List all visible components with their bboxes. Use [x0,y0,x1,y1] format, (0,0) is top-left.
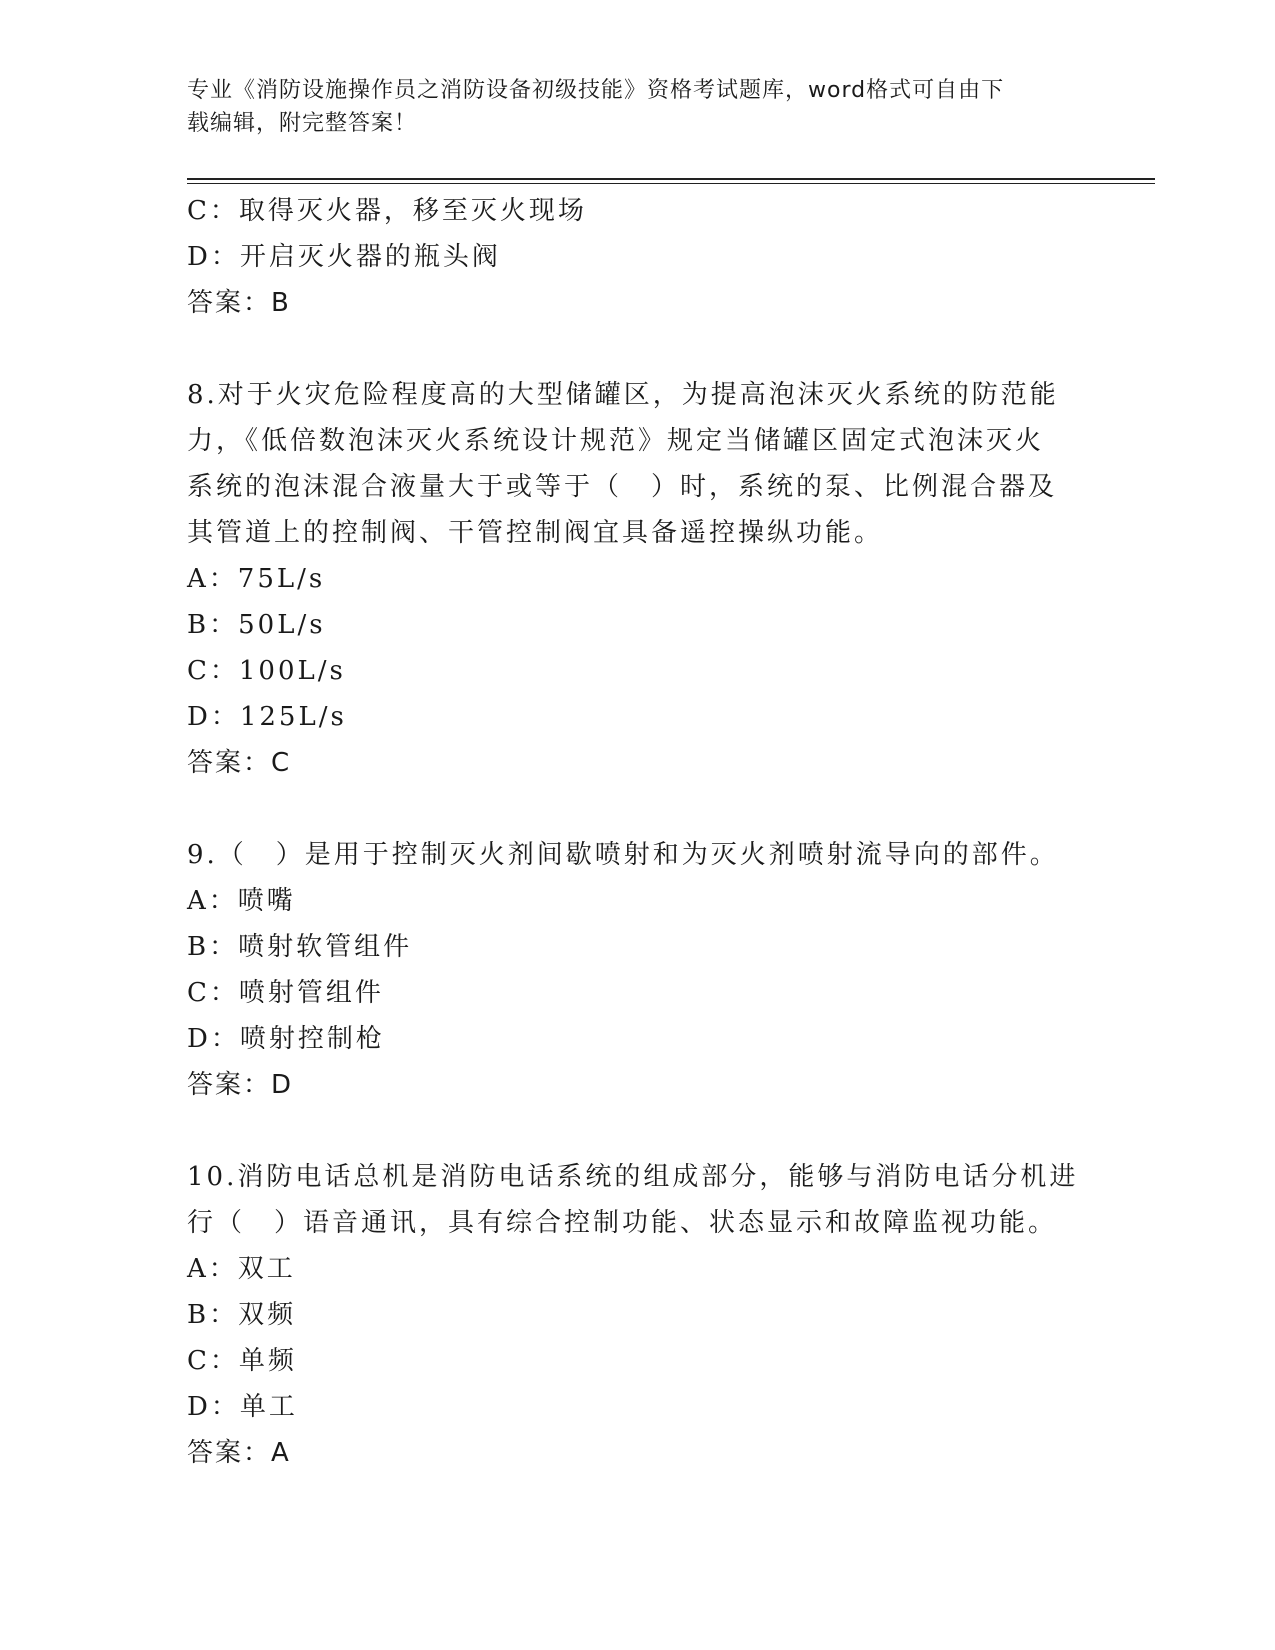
header-line-2: 载编辑，附完整答案！ [187,111,418,136]
spacer [187,1108,1087,1154]
question-content [187,188,1087,1476]
option-a: A：喷嘴 [187,886,296,916]
question-7-tail [187,188,1087,326]
document-header [187,74,1067,140]
option-d: D：开启灭火器的瓶头阀 [187,242,501,272]
question-text-line: 力，《低倍数泡沫灭火系统设计规范》规定当储罐区固定式泡沫灭火 [187,426,1045,456]
header-line-1: 专业《消防设施操作员之消防设备初级技能》资格考试题库，word格式可自由下 [187,78,1005,103]
question-text-line: 行（ ）语音通讯，具有综合控制功能、状态显示和故障监视功能。 [187,1208,1058,1238]
option-b: B：喷射软管组件 [187,932,413,962]
option-c: C：100L/s [187,656,346,686]
question-9 [187,832,1087,1108]
question-text-line: 其管道上的控制阀、干管控制阀宜具备遥控操纵功能。 [187,518,884,548]
spacer [187,786,1087,832]
header-rule-thick [187,178,1155,180]
option-b: B：双频 [187,1300,297,1330]
option-a: A：双工 [187,1254,296,1284]
option-d: D：喷射控制枪 [187,1024,385,1054]
option-c: C：取得灭火器，移至灭火现场 [187,196,587,226]
option-b: B：50L/s [187,610,326,640]
question-text-line: 9.（ ）是用于控制灭火剂间歇喷射和为灭火剂喷射流导向的部件。 [187,840,1059,870]
option-d: D：125L/s [187,702,347,732]
answer-line: 答案：C [187,748,292,778]
header-rule-thin [187,183,1155,184]
answer-line: 答案：D [187,1070,294,1100]
option-c: C：喷射管组件 [187,978,384,1008]
question-text-line: 8.对于火灾危险程度高的大型储罐区，为提高泡沫灭火系统的防范能 [187,380,1059,410]
spacer [187,326,1087,372]
answer-line: 答案：B [187,288,291,318]
question-8 [187,372,1087,786]
question-text-line: 10.消防电话总机是消防电话系统的组成部分，能够与消防电话分机进 [187,1162,1079,1192]
option-c: C：单频 [187,1346,297,1376]
option-d: D：单工 [187,1392,298,1422]
answer-line: 答案：A [187,1438,291,1468]
option-a: A：75L/s [187,564,326,594]
question-10 [187,1154,1087,1476]
question-text-line: 系统的泡沫混合液量大于或等于（ ）时，系统的泵、比例混合器及 [187,472,1058,502]
